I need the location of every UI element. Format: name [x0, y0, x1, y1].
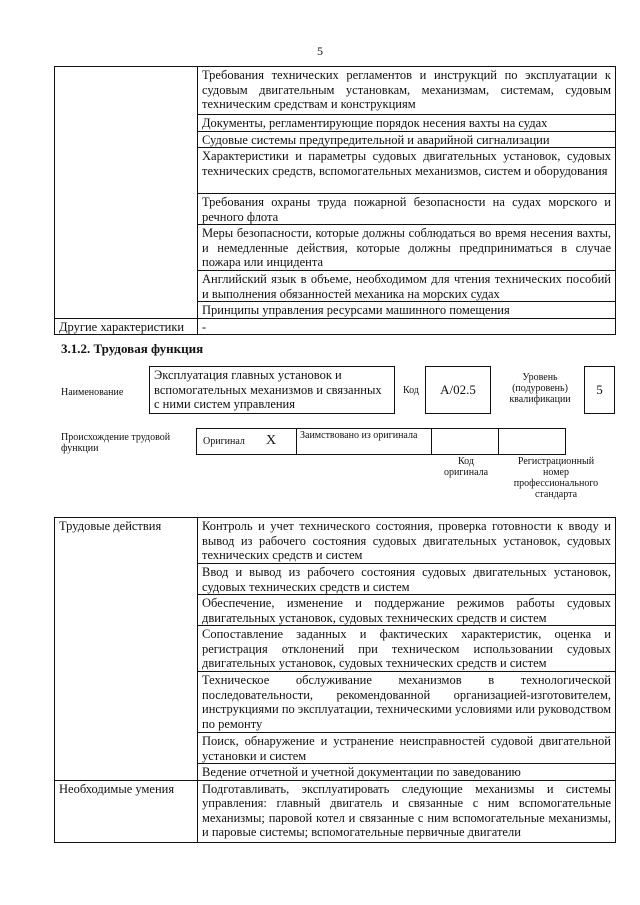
knowledge-item: Меры безопасности, которые должны соблюдаться во время несения вахты, и немедленные действия, которые должны предприниматься в случае пожара или инцидента — [198, 225, 616, 271]
knowledge-item: Принципы управления ресурсами машинного помещения — [198, 302, 616, 319]
labor-action-item: Ведение отчетной и учетной документации по заведованию — [198, 764, 616, 781]
origin-divider-1 — [296, 428, 297, 455]
labor-action-item: Поиск, обнаружение и устранение неисправностей судовой двигательной установки и систем — [198, 733, 616, 764]
other-characteristics-label: Другие характеристики — [55, 318, 198, 335]
labor-action-item: Ввод и вывод из рабочего состояния судовых двигательных установок, судовых технических средств и систем — [198, 564, 616, 595]
original-mark: X — [266, 433, 277, 448]
other-characteristics-value: - — [198, 318, 616, 335]
name-label: Наименование — [61, 387, 124, 398]
knowledge-item: Судовые системы предупредительной и аварийной сигнализации — [198, 131, 616, 148]
knowledge-item: Характеристики и параметры судовых двигательных установок, судовых технических средств, вспомогательных механизмов, систем и оборудования — [198, 148, 616, 194]
labor-actions-label: Трудовые действия — [55, 518, 198, 781]
skills-label: Необходимые умения — [55, 780, 198, 842]
labor-function-table — [54, 517, 616, 843]
origin-divider-2 — [431, 428, 432, 455]
function-name-box — [149, 366, 395, 414]
code-label: Код — [403, 385, 419, 396]
code-box — [425, 366, 491, 414]
table-row — [55, 318, 616, 335]
labor-action-item: Обеспечение, изменение и поддержание режимов работы судовых двигательных установок, судовых технических средств и систем — [198, 595, 616, 626]
section-title: 3.1.2. Трудовая функция — [61, 341, 204, 356]
labor-action-item: Контроль и учет технического состояния, проверка готовности к вводу и вывод из рабочего состояния судовых двигательных установок, судовых технических средств и систем — [198, 518, 616, 564]
regnum-caption: Регистрационный номер профессионального стандарта — [513, 456, 599, 500]
knowledge-item: Требования охраны труда пожарной безопасности на судах морского и речного флота — [198, 194, 616, 225]
original-label: Оригинал — [203, 436, 245, 447]
page-number: 5 — [317, 44, 323, 58]
knowledge-item: Требования технических регламентов и инструкций по эксплуатации к судовым двигательным установкам, механизмам, системам, судовым техническим средствам и конструкциям — [198, 67, 616, 115]
origin-label: Происхождение трудовой функции — [61, 432, 171, 454]
level-box — [584, 366, 615, 414]
code-caption: Код оригинала — [443, 456, 489, 478]
function-name: Эксплуатация главных установок и вспомогательных механизмов и связанных с ними систем управления — [154, 368, 382, 411]
table-row — [55, 780, 616, 842]
table-row — [55, 67, 616, 115]
knowledge-table — [54, 66, 616, 335]
labor-action-item: Сопоставление заданных и фактических характеристик, оценка и регистрация отклонений при техническом использовании судовых двигательных установок, судовых технических средств и систем — [198, 626, 616, 672]
knowledge-item: Документы, регламентирующие порядок несения вахты на судах — [198, 115, 616, 132]
origin-divider-3 — [498, 428, 499, 455]
label-cell-empty — [55, 67, 198, 319]
level-label: Уровень (подуровень) квалификации — [509, 372, 571, 405]
knowledge-item: Английский язык в объеме, необходимом для чтения технических пособий и выполнения обязанностей механика на морских судах — [198, 271, 616, 302]
borrowed-label: Заимствовано из оригинала — [300, 430, 418, 441]
labor-action-item: Техническое обслуживание механизмов в технологической последовательности, рекомендованной организацией-изготовителем, инструкциями по эксплуатации, техническими условиями или руководством по ремонту — [198, 672, 616, 733]
code-value: А/02.5 — [440, 382, 476, 397]
level-value: 5 — [596, 382, 603, 397]
skill-item: Подготавливать, эксплуатировать следующие механизмы и системы управления: главный двигатель и связанные с ним вспомогательные механизмы; паровой котел и связанные с ним вспомогательные механизмы, и паровые системы; вспомогательные первичные двигатели — [198, 780, 616, 842]
table-row — [55, 518, 616, 564]
